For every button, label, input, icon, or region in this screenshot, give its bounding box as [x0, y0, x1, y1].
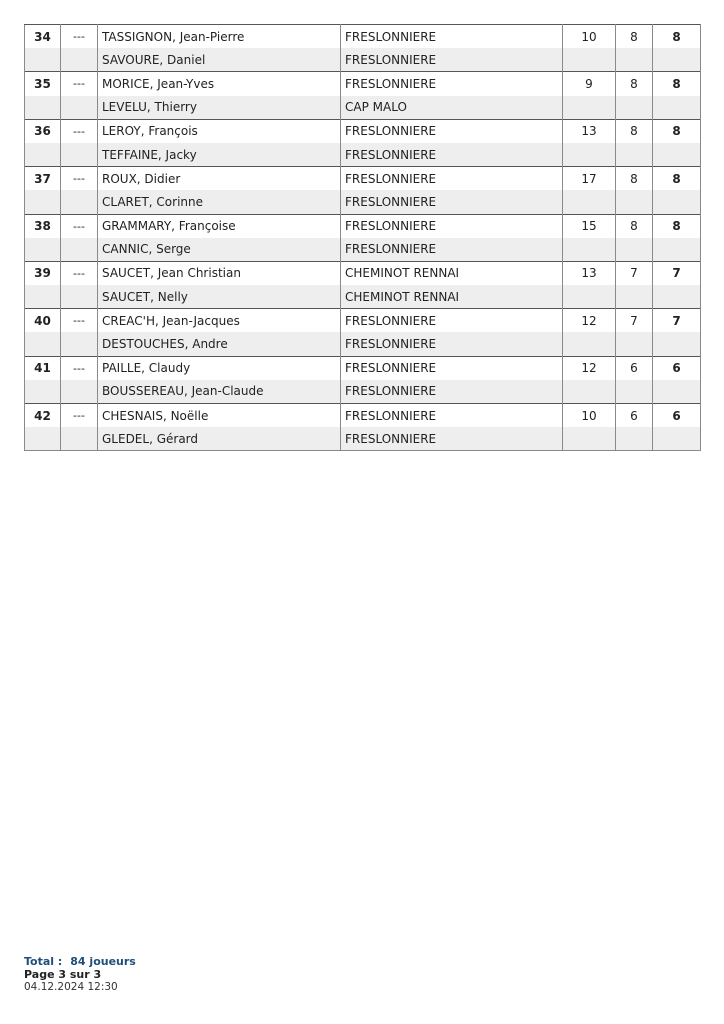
team-row-primary [25, 261, 701, 285]
empty-cell [616, 190, 653, 214]
score2-cell: 7 [616, 309, 653, 333]
team-row-secondary [25, 427, 701, 451]
score1-cell: 10 [563, 404, 616, 428]
empty-cell [61, 48, 98, 72]
club-cell: FRESLONNIERE [341, 214, 563, 238]
empty-cell [563, 190, 616, 214]
rank-cell: 40 [25, 309, 61, 333]
empty-cell [563, 96, 616, 120]
player-name-cell: LEVELU, Thierry [98, 96, 341, 120]
empty-cell [563, 332, 616, 356]
rank-cell: 36 [25, 119, 61, 143]
score3-cell: 6 [653, 356, 701, 380]
score3-cell: 8 [653, 25, 701, 49]
score2-cell: 6 [616, 356, 653, 380]
empty-cell [25, 190, 61, 214]
club-cell: FRESLONNIERE [341, 332, 563, 356]
club-cell: FRESLONNIERE [341, 167, 563, 191]
empty-cell [563, 285, 616, 309]
empty-cell [653, 332, 701, 356]
team-row-secondary [25, 380, 701, 404]
player-name-cell: MORICE, Jean-Yves [98, 72, 341, 96]
empty-cell [25, 143, 61, 167]
total-value: 84 joueurs [70, 955, 136, 968]
empty-cell [653, 96, 701, 120]
empty-cell [616, 427, 653, 451]
club-cell: FRESLONNIERE [341, 238, 563, 262]
placeholder-cell: --- [61, 309, 98, 333]
club-cell: FRESLONNIERE [341, 119, 563, 143]
club-cell: FRESLONNIERE [341, 190, 563, 214]
team-row-primary [25, 72, 701, 96]
empty-cell [616, 96, 653, 120]
player-name-cell: ROUX, Didier [98, 167, 341, 191]
player-name-cell: SAVOURE, Daniel [98, 48, 341, 72]
club-cell: FRESLONNIERE [341, 404, 563, 428]
empty-cell [25, 332, 61, 356]
placeholder-cell: --- [61, 214, 98, 238]
player-name-cell: TEFFAINE, Jacky [98, 143, 341, 167]
empty-cell [61, 143, 98, 167]
rank-cell: 42 [25, 404, 61, 428]
empty-cell [61, 427, 98, 451]
score1-cell: 12 [563, 356, 616, 380]
score2-cell: 8 [616, 119, 653, 143]
score2-cell: 8 [616, 72, 653, 96]
rank-cell: 41 [25, 356, 61, 380]
empty-cell [25, 238, 61, 262]
empty-cell [563, 238, 616, 262]
score1-cell: 13 [563, 261, 616, 285]
club-cell: FRESLONNIERE [341, 25, 563, 49]
club-cell: FRESLONNIERE [341, 356, 563, 380]
player-name-cell: SAUCET, Jean Christian [98, 261, 341, 285]
club-cell: FRESLONNIERE [341, 427, 563, 451]
empty-cell [616, 238, 653, 262]
player-name-cell: GRAMMARY, Françoise [98, 214, 341, 238]
empty-cell [563, 427, 616, 451]
empty-cell [25, 380, 61, 404]
empty-cell [61, 285, 98, 309]
team-row-secondary [25, 96, 701, 120]
score1-cell: 17 [563, 167, 616, 191]
score1-cell: 10 [563, 25, 616, 49]
empty-cell [653, 238, 701, 262]
player-name-cell: CANNIC, Serge [98, 238, 341, 262]
empty-cell [653, 285, 701, 309]
empty-cell [563, 143, 616, 167]
team-row-secondary [25, 238, 701, 262]
club-cell: FRESLONNIERE [341, 380, 563, 404]
rank-cell: 34 [25, 25, 61, 49]
rank-cell: 38 [25, 214, 61, 238]
team-row-primary [25, 309, 701, 333]
placeholder-cell: --- [61, 261, 98, 285]
team-row-secondary [25, 332, 701, 356]
empty-cell [616, 332, 653, 356]
score3-cell: 8 [653, 214, 701, 238]
team-row-secondary [25, 285, 701, 309]
empty-cell [653, 190, 701, 214]
player-name-cell: CLARET, Corinne [98, 190, 341, 214]
player-name-cell: LEROY, François [98, 119, 341, 143]
empty-cell [61, 238, 98, 262]
empty-cell [616, 285, 653, 309]
empty-cell [25, 427, 61, 451]
player-name-cell: SAUCET, Nelly [98, 285, 341, 309]
empty-cell [25, 285, 61, 309]
empty-cell [653, 143, 701, 167]
empty-cell [61, 96, 98, 120]
print-timestamp: 04.12.2024 12:30 [24, 981, 118, 993]
score3-cell: 7 [653, 309, 701, 333]
club-cell: FRESLONNIERE [341, 143, 563, 167]
club-cell: FRESLONNIERE [341, 72, 563, 96]
player-name-cell: CREAC'H, Jean-Jacques [98, 309, 341, 333]
empty-cell [563, 48, 616, 72]
placeholder-cell: --- [61, 25, 98, 49]
score3-cell: 6 [653, 404, 701, 428]
team-row-secondary [25, 143, 701, 167]
club-cell: CAP MALO [341, 96, 563, 120]
empty-cell [653, 427, 701, 451]
empty-cell [616, 143, 653, 167]
score3-cell: 8 [653, 119, 701, 143]
placeholder-cell: --- [61, 167, 98, 191]
player-name-cell: GLEDEL, Gérard [98, 427, 341, 451]
team-row-primary [25, 404, 701, 428]
rank-cell: 37 [25, 167, 61, 191]
placeholder-cell: --- [61, 356, 98, 380]
score1-cell: 9 [563, 72, 616, 96]
empty-cell [653, 48, 701, 72]
score3-cell: 8 [653, 167, 701, 191]
club-cell: CHEMINOT RENNAI [341, 261, 563, 285]
score3-cell: 8 [653, 72, 701, 96]
score1-cell: 15 [563, 214, 616, 238]
empty-cell [61, 190, 98, 214]
empty-cell [563, 380, 616, 404]
score2-cell: 6 [616, 404, 653, 428]
team-row-primary [25, 119, 701, 143]
total-line [24, 955, 136, 968]
team-row-secondary [25, 190, 701, 214]
empty-cell [61, 332, 98, 356]
score2-cell: 8 [616, 214, 653, 238]
page-footer [24, 955, 136, 994]
club-cell: FRESLONNIERE [341, 309, 563, 333]
team-row-primary [25, 25, 701, 49]
score2-cell: 8 [616, 25, 653, 49]
empty-cell [61, 380, 98, 404]
page-number: Page 3 sur 3 [24, 968, 102, 981]
player-name-cell: DESTOUCHES, Andre [98, 332, 341, 356]
rank-cell: 39 [25, 261, 61, 285]
empty-cell [616, 48, 653, 72]
player-name-cell: TASSIGNON, Jean-Pierre [98, 25, 341, 49]
team-row-primary [25, 214, 701, 238]
player-name-cell: PAILLE, Claudy [98, 356, 341, 380]
placeholder-cell: --- [61, 119, 98, 143]
club-cell: CHEMINOT RENNAI [341, 285, 563, 309]
score1-cell: 12 [563, 309, 616, 333]
placeholder-cell: --- [61, 72, 98, 96]
results-table [24, 24, 701, 451]
team-row-secondary [25, 48, 701, 72]
club-cell: FRESLONNIERE [341, 48, 563, 72]
results-body [25, 25, 701, 451]
score3-cell: 7 [653, 261, 701, 285]
empty-cell [25, 96, 61, 120]
score2-cell: 7 [616, 261, 653, 285]
rank-cell: 35 [25, 72, 61, 96]
score2-cell: 8 [616, 167, 653, 191]
team-row-primary [25, 356, 701, 380]
score1-cell: 13 [563, 119, 616, 143]
empty-cell [616, 380, 653, 404]
player-name-cell: CHESNAIS, Noëlle [98, 404, 341, 428]
empty-cell [653, 380, 701, 404]
placeholder-cell: --- [61, 404, 98, 428]
player-name-cell: BOUSSEREAU, Jean-Claude [98, 380, 341, 404]
total-label: Total : [24, 955, 63, 968]
empty-cell [25, 48, 61, 72]
team-row-primary [25, 167, 701, 191]
